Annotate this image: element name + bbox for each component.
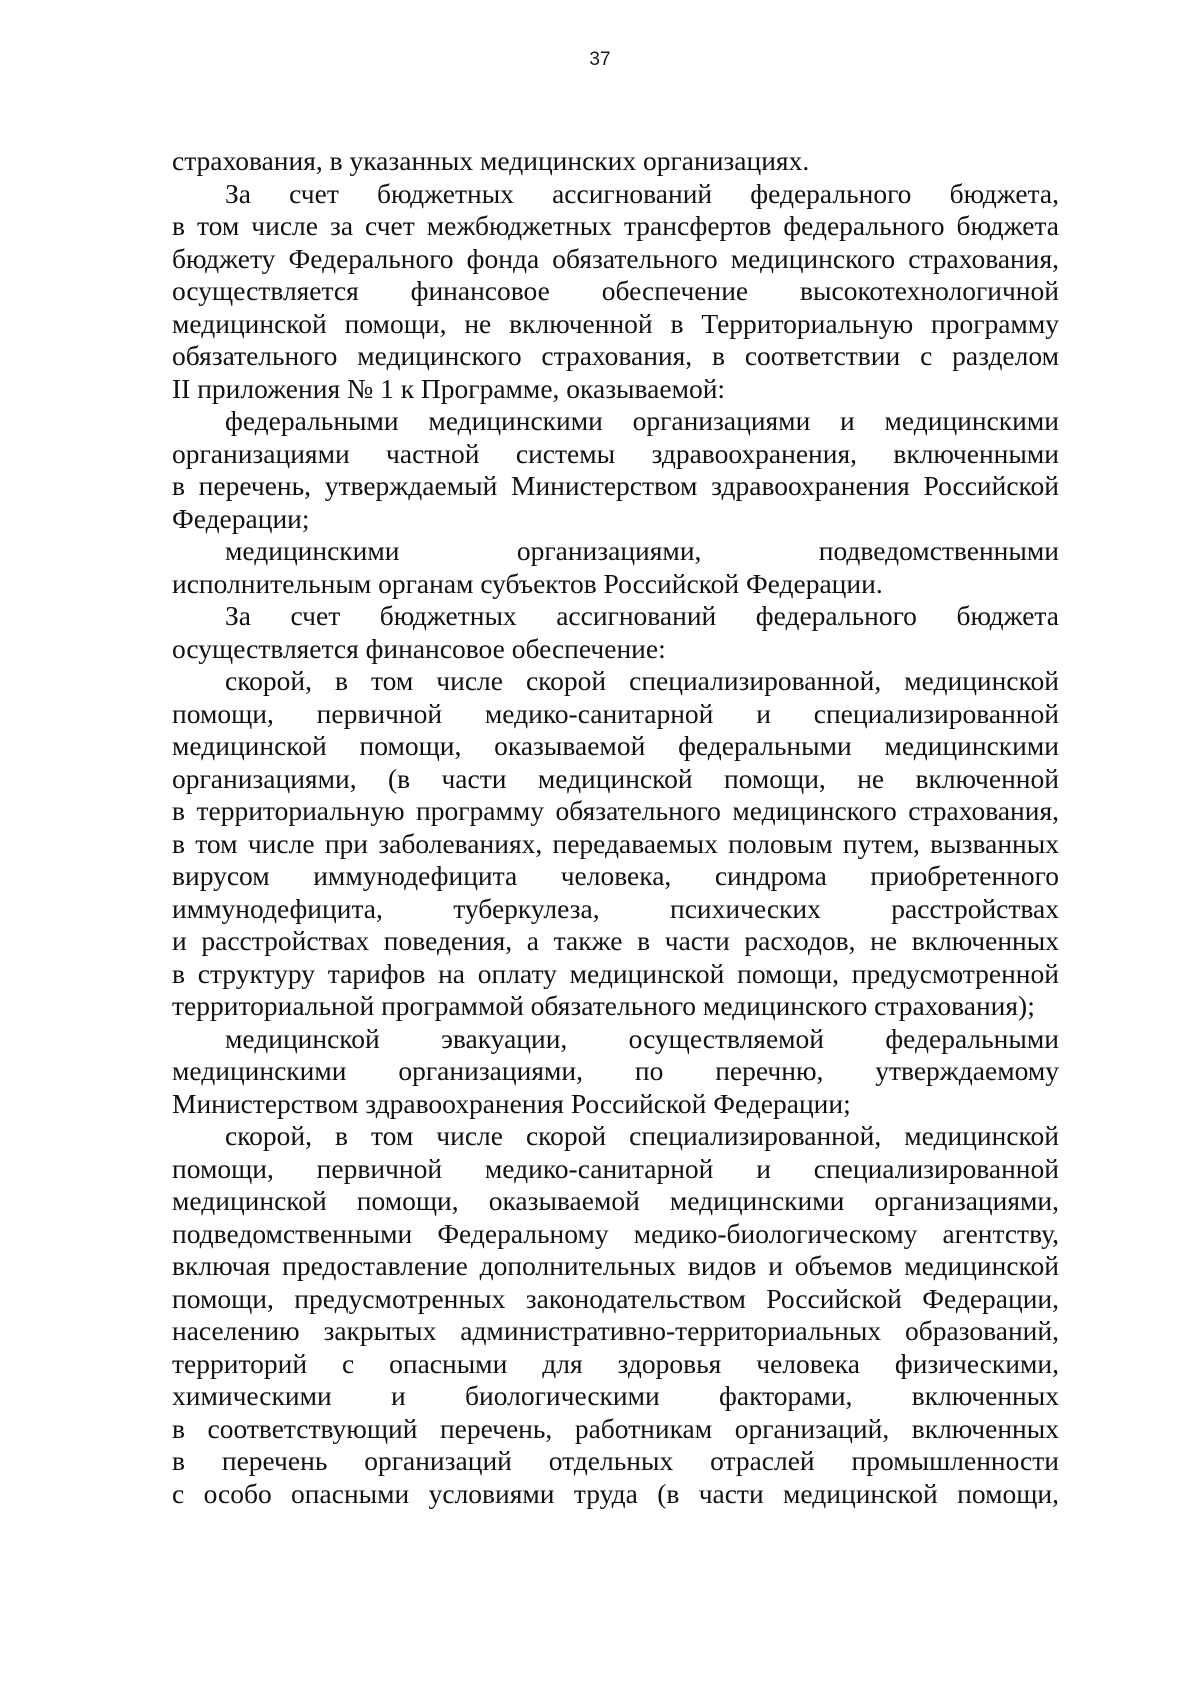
text-line: в том числе за счет межбюджетных трансфертов федерального бюджета [172, 210, 1059, 241]
text-line: За счет бюджетных ассигнований федерального бюджета, [225, 177, 1059, 209]
text-line: с особо опасными условиями труда (в части медицинской помощи, [172, 1477, 1059, 1509]
text-line: медицинской эвакуации, осуществляемой федеральными [225, 1022, 1059, 1054]
text-line: в перечень организаций отдельных отраслей промышленности [172, 1445, 1059, 1476]
text-line: осуществляется финансовое обеспечение высокотехнологичной [172, 275, 1059, 306]
text-line: помощи, первичной медико-санитарной и специализированной [172, 1152, 1059, 1184]
text-line: вирусом иммунодефицита человека, синдрома приобретенного [172, 860, 1059, 891]
text-line: медицинской помощи, оказываемой федеральными медицинскими [172, 730, 1059, 761]
text-line: включая предоставление дополнительных видов и объемов медицинской [172, 1250, 1059, 1281]
text-line: подведомственными Федеральному медико-биологическому агентству, [172, 1217, 1059, 1249]
text-line: в соответствующий перечень, работникам организаций, включенных [172, 1412, 1059, 1444]
text-line: За счет бюджетных ассигнований федерального бюджета [225, 600, 1059, 631]
text-line: II приложения № 1 к Программе, оказываемой: [172, 372, 726, 404]
text-line: осуществляется финансовое обеспечение: [172, 632, 666, 664]
text-line: организациями, (в части медицинской помощи, не включенной [172, 762, 1059, 794]
text-line: бюджету Федерального фонда обязательного медицинского страхования, [172, 242, 1059, 274]
text-line: химическими и биологическими факторами, включенных [172, 1380, 1059, 1411]
text-line: помощи, первичной медико-санитарной и специализированной [172, 697, 1059, 729]
text-line: обязательного медицинского страхования, в соответствии с разделом [172, 340, 1059, 371]
text-line: территориальной программой обязательного медицинского страхования); [172, 990, 1035, 1021]
text-line: федеральными медицинскими организациями и медицинскими [225, 405, 1059, 436]
text-line: медицинскими организациями, по перечню, утверждаемому [172, 1055, 1059, 1086]
text-line: Министерством здравоохранения Российской Федерации; [172, 1087, 851, 1119]
text-line: медицинской помощи, не включенной в Территориальную программу [172, 307, 1059, 339]
text-line: скорой, в том числе скорой специализированной, медицинской [225, 665, 1059, 696]
text-line: Федерации; [172, 502, 310, 534]
text-line: медицинской помощи, оказываемой медицинскими организациями, [172, 1185, 1059, 1216]
text-line: иммунодефицита, туберкулеза, психических расстройствах [172, 892, 1059, 924]
text-line: в том числе при заболеваниях, передаваемых половым путем, вызванных [172, 827, 1059, 859]
text-line: в структуру тарифов на оплату медицинской помощи, предусмотренной [172, 957, 1059, 989]
text-line: в территориальную программу обязательного медицинского страхования, [172, 795, 1059, 826]
document-body [172, 145, 1059, 1510]
text-line: территорий с опасными для здоровья человека физическими, [172, 1347, 1059, 1379]
page-number: 37 [589, 49, 611, 70]
text-line: медицинскими организациями, подведомственными [225, 535, 1059, 566]
text-line: населению закрытых административно-территориальных образований, [172, 1315, 1059, 1346]
text-line: помощи, предусмотренных законодательством Российской Федерации, [172, 1282, 1059, 1314]
text-line: в перечень, утверждаемый Министерством здравоохранения Российской [172, 470, 1059, 501]
text-line: скорой, в том числе скорой специализированной, медицинской [225, 1120, 1059, 1151]
text-line: страхования, в указанных медицинских организациях. [172, 145, 810, 176]
text-line: и расстройствах поведения, а также в части расходов, не включенных [172, 925, 1059, 956]
text-line: исполнительным органам субъектов Российской Федерации. [172, 567, 883, 599]
text-line: организациями частной системы здравоохранения, включенными [172, 437, 1059, 469]
